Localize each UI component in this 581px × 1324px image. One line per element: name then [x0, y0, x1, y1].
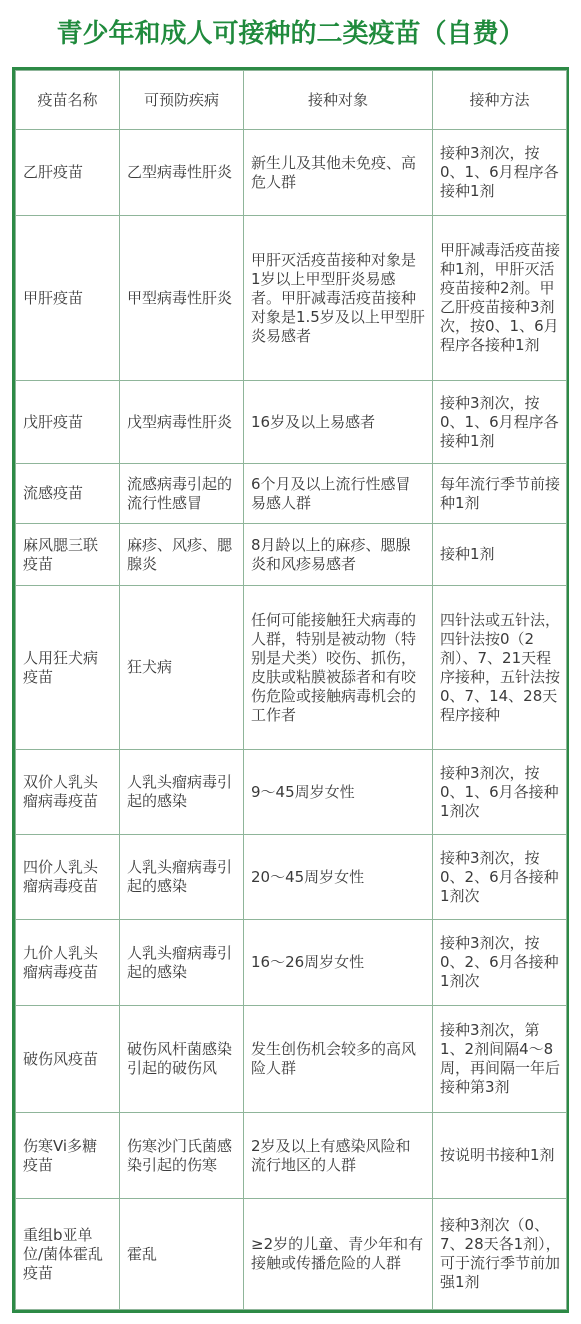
- cell-target-group: 16岁及以上易感者: [244, 381, 433, 464]
- cell-method: 接种3剂次（0、7、28天各1剂），可于流行季节前加强1剂: [433, 1199, 567, 1310]
- cell-vaccine-name: 乙肝疫苗: [16, 130, 120, 216]
- cell-disease: 甲型病毒性肝炎: [120, 216, 244, 381]
- cell-target-group: 20～45周岁女性: [244, 835, 433, 920]
- cell-method: 接种3剂次，按0、2、6月各接种1剂次: [433, 920, 567, 1006]
- header-vaccine-name: 疫苗名称: [16, 71, 120, 130]
- page-title: 青少年和成人可接种的二类疫苗（自费）: [56, 19, 525, 49]
- cell-method: 按说明书接种1剂: [433, 1113, 567, 1199]
- table-row: [16, 464, 567, 524]
- cell-disease: 流感病毒引起的流行性感冒: [120, 464, 244, 524]
- header-method: 接种方法: [433, 71, 567, 130]
- cell-vaccine-name: 九价人乳头瘤病毒疫苗: [16, 920, 120, 1006]
- header-target-group: 接种对象: [244, 71, 433, 130]
- cell-target-group: ≥2岁的儿童、青少年和有接触或传播危险的人群: [244, 1199, 433, 1310]
- table-row: [16, 216, 567, 381]
- table-row: [16, 920, 567, 1006]
- cell-disease: 伤寒沙门氏菌感染引起的伤寒: [120, 1113, 244, 1199]
- cell-vaccine-name: 破伤风疫苗: [16, 1006, 120, 1113]
- cell-target-group: 任何可能接触狂犬病毒的人群，特别是被动物（特别是犬类）咬伤、抓伤，皮肤或粘膜被舔者和有咬伤危险或接触病毒机会的工作者: [244, 586, 433, 750]
- cell-vaccine-name: 重组b亚单位/菌体霍乱疫苗: [16, 1199, 120, 1310]
- cell-method: 甲肝减毒活疫苗接种1剂，甲肝灭活疫苗接种2剂。甲乙肝疫苗接种3剂次，按0、1、6月程序各接种1剂: [433, 216, 567, 381]
- table-row: [16, 1199, 567, 1310]
- table-row: [16, 381, 567, 464]
- cell-target-group: 16～26周岁女性: [244, 920, 433, 1006]
- cell-disease: 霍乱: [120, 1199, 244, 1310]
- cell-disease: 麻疹、风疹、腮腺炎: [120, 524, 244, 586]
- cell-vaccine-name: 戊肝疫苗: [16, 381, 120, 464]
- table-row: [16, 524, 567, 586]
- cell-vaccine-name: 四价人乳头瘤病毒疫苗: [16, 835, 120, 920]
- cell-vaccine-name: 麻风腮三联疫苗: [16, 524, 120, 586]
- cell-target-group: 2岁及以上有感染风险和流行地区的人群: [244, 1113, 433, 1199]
- cell-vaccine-name: 甲肝疫苗: [16, 216, 120, 381]
- cell-disease: 人乳头瘤病毒引起的感染: [120, 750, 244, 835]
- cell-method: 四针法或五针法，四针法按0（2剂）、7、21天程序接种，五针法按0、7、14、28天程序接种: [433, 586, 567, 750]
- cell-vaccine-name: 流感疫苗: [16, 464, 120, 524]
- table-row: [16, 1113, 567, 1199]
- cell-disease: 戊型病毒性肝炎: [120, 381, 244, 464]
- cell-method: 接种3剂次，按0、2、6月各接种1剂次: [433, 835, 567, 920]
- cell-target-group: 发生创伤机会较多的高风险人群: [244, 1006, 433, 1113]
- table-row: [16, 586, 567, 750]
- cell-method: 接种3剂次，第1、2剂间隔4～8周，再间隔一年后接种第3剂: [433, 1006, 567, 1113]
- table-row: [16, 835, 567, 920]
- cell-target-group: 8月龄以上的麻疹、腮腺炎和风疹易感者: [244, 524, 433, 586]
- cell-disease: 乙型病毒性肝炎: [120, 130, 244, 216]
- vaccine-table: [15, 70, 567, 1310]
- cell-method: 接种3剂次，按0、1、6月程序各接种1剂: [433, 381, 567, 464]
- cell-target-group: 9～45周岁女性: [244, 750, 433, 835]
- table-row: [16, 1006, 567, 1113]
- cell-vaccine-name: 人用狂犬病疫苗: [16, 586, 120, 750]
- table-header-row: [16, 71, 567, 130]
- table-row: [16, 750, 567, 835]
- cell-target-group: 新生儿及其他未免疫、高危人群: [244, 130, 433, 216]
- cell-vaccine-name: 双价人乳头瘤病毒疫苗: [16, 750, 120, 835]
- header-preventable-disease: 可预防疾病: [120, 71, 244, 130]
- cell-disease: 人乳头瘤病毒引起的感染: [120, 920, 244, 1006]
- cell-vaccine-name: 伤寒Vi多糖疫苗: [16, 1113, 120, 1199]
- cell-method: 接种1剂: [433, 524, 567, 586]
- cell-method: 接种3剂次，按0、1、6月程序各接种1剂: [433, 130, 567, 216]
- cell-disease: 人乳头瘤病毒引起的感染: [120, 835, 244, 920]
- cell-method: 接种3剂次，按0、1、6月各接种1剂次: [433, 750, 567, 835]
- cell-target-group: 甲肝灭活疫苗接种对象是1岁以上甲型肝炎易感者。甲肝减毒活疫苗接种对象是1.5岁及以上甲型肝炎易感者: [244, 216, 433, 381]
- cell-disease: 破伤风杆菌感染引起的破伤风: [120, 1006, 244, 1113]
- cell-target-group: 6个月及以上流行性感冒易感人群: [244, 464, 433, 524]
- table-row: [16, 130, 567, 216]
- cell-disease: 狂犬病: [120, 586, 244, 750]
- cell-method: 每年流行季节前接种1剂: [433, 464, 567, 524]
